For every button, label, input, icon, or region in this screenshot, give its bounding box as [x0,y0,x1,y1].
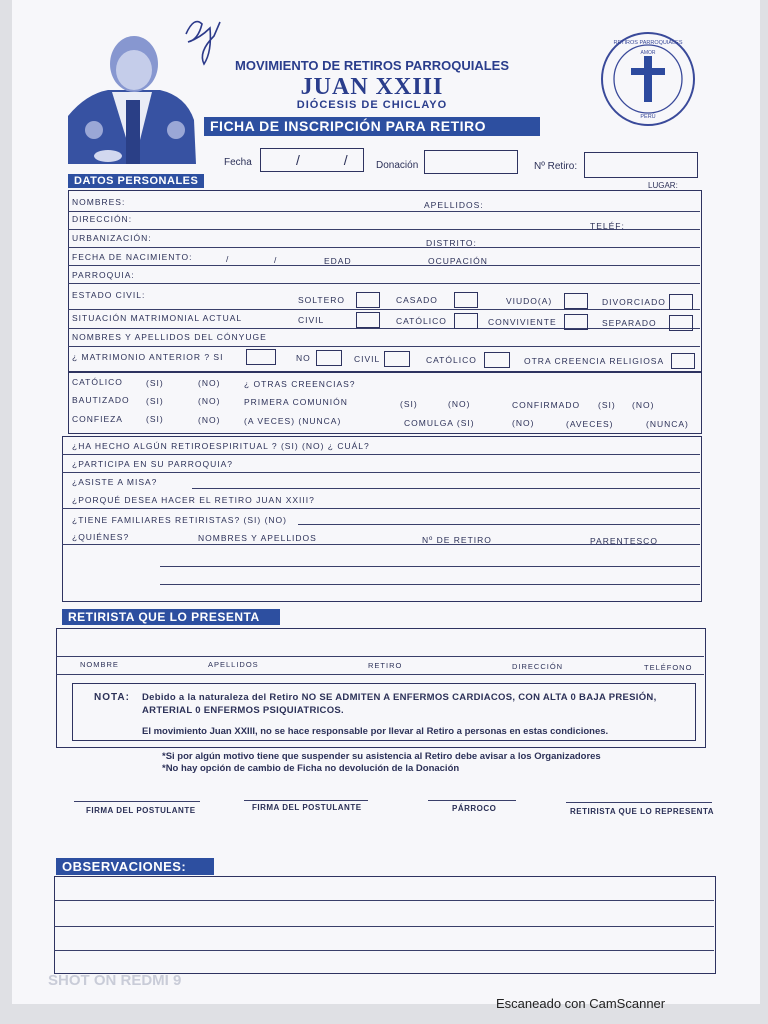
fecha-nac-slash-2: / [274,255,278,265]
conviviente-label: CONVIVIENTE [488,317,557,327]
retiro-field[interactable] [584,152,698,178]
ocupacion-label: OCUPACIÓN [428,256,488,266]
firma-postulante-2: FIRMA DEL POSTULANTE [252,803,362,812]
form-title-banner: FICHA DE INSCRIPCIÓN PARA RETIRO [204,117,540,136]
fecha-nacimiento-label: FECHA DE NACIMIENTO: [72,252,193,262]
parroquia-label: PARROQUIA: [72,270,135,280]
apellidos-label: APELLIDOS: [424,200,484,210]
catolico-si: (SI) [146,378,164,388]
divorciado-checkbox[interactable] [669,294,693,310]
firma-retirista: RETIRISTA QUE LO REPRESENTA [570,807,715,816]
seal-logo [598,30,698,128]
conyuge-label: NOMBRES Y APELLIDOS DEL CÓNYUGE [72,332,267,342]
retirista-retiro: RETIRO [368,661,403,670]
camera-watermark: SHOT ON REDMI 9 [48,972,182,989]
matrimonio-no-label: NO [296,353,311,363]
comunion-si: (SI) [400,399,418,409]
nota-line-1: Debido a la naturaleza del Retiro NO SE ADMITEN A ENFERMOS CARDIACOS, CON ALTA 0 BAJA PRESIÓN, [142,692,657,703]
fecha-nac-slash-1: / [226,254,230,264]
observaciones-box[interactable] [54,876,716,974]
matrimonio-civil-label: CIVIL [354,354,381,364]
pregunta-retiro-espiritual: ¿HA HECHO ALGÚN RETIROESPIRITUAL ? (SI) (NO) ¿ CUÁL? [72,441,370,451]
matrimonio-catolico-label: CATÓLICO [426,355,477,365]
col-nombres-apellidos: NOMBRES Y APELLIDOS [198,533,317,543]
retirista-banner: RETIRISTA QUE LO PRESENTA [62,609,280,625]
fecha-label: Fecha [224,157,252,168]
firma-parroco: PÁRROCO [452,804,497,813]
soltero-checkbox[interactable] [356,292,380,308]
divorciado-label: DIVORCIADO [602,297,666,307]
otras-creencias: ¿ OTRAS CREENCIAS? [244,379,356,389]
casado-label: CASADO [396,295,438,305]
retirista-nombre: NOMBRE [80,660,119,669]
comunion-no: (NO) [448,399,471,409]
comulga-no: (NO) [512,418,535,428]
viudo-checkbox[interactable] [564,293,588,309]
confieza-q: CONFIEZA [72,414,123,424]
confieza-frecuencia: (A VECES) (NUNCA) [244,416,342,426]
cross-icon [631,56,665,102]
catolico-checkbox[interactable] [454,313,478,329]
confirmado-no: (NO) [632,400,655,410]
viudo-label: VIUDO(A) [506,296,553,306]
pregunta-quienes: ¿QUIÉNES? [72,532,130,542]
matrimonio-si-checkbox[interactable] [246,349,276,365]
comulga-aveces: (AVECES) [566,419,614,429]
col-parentesco: PARENTESCO [590,536,658,546]
nota-label: NOTA: [94,692,130,703]
civil-checkbox[interactable] [356,312,380,328]
separado-checkbox[interactable] [669,315,693,331]
bautizado-si: (SI) [146,396,164,406]
retirista-apellidos: APELLIDOS [208,660,259,669]
nota-line-2: ARTERIAL 0 ENFERMOS PSIQUIATRICOS. [142,705,344,716]
pregunta-porque: ¿PORQUÉ DESEA HACER EL RETIRO JUAN XXIII? [72,495,315,505]
telef-label: TELÉF: [590,221,625,231]
direccion-label: DIRECCIÓN: [72,214,133,224]
datos-personales-banner: DATOS PERSONALES [68,174,204,188]
bautizado-no: (NO) [198,396,221,406]
matrimonio-catolico-checkbox[interactable] [484,352,510,368]
form-sheet [12,0,760,1004]
svg-text:RETIROS PARROQUIALES: RETIROS PARROQUIALES [613,40,683,46]
pregunta-misa: ¿ASISTE A MISA? [72,477,158,487]
svg-text:PERÚ: PERÚ [640,114,656,120]
camscanner-label: Escaneado con CamScanner [496,996,666,1011]
comulga-nunca: (NUNCA) [646,419,689,429]
nombres-label: NOMBRES: [72,197,126,207]
edad-label: EDAD [324,256,352,266]
svg-text:AMOR: AMOR [640,50,656,56]
confirmado-si: (SI) [598,400,616,410]
bautizado-q: BAUTIZADO [72,395,130,405]
confieza-no: (NO) [198,415,221,425]
pregunta-participa: ¿PARTICIPA EN SU PARROQUIA? [72,459,233,469]
matrimonio-no-checkbox[interactable] [316,350,342,366]
confirmado: CONFIRMADO [512,400,581,410]
separado-label: SEPARADO [602,318,657,328]
otra-creencia-label: OTRA CREENCIA RELIGIOSA [524,356,665,366]
lugar-label: LUGAR: [648,181,678,190]
donacion-field[interactable] [424,150,518,174]
distrito-label: DISTRITO: [426,238,477,248]
catolico-no: (NO) [198,378,221,388]
comulga-q: COMULGA (SI) [404,418,475,428]
observaciones-banner: OBSERVACIONES: [56,858,214,875]
matrimonio-anterior-label: ¿ MATRIMONIO ANTERIOR ? SI [72,352,224,362]
org-diocese: DIÓCESIS DE CHICLAYO [296,99,448,111]
nota-extra-1: *Si por algún motivo tiene que suspender su asistencia al Retiro debe avisar a los Organizadores [162,751,601,762]
estado-civil-label: ESTADO CIVIL: [72,290,146,300]
primera-comunion: PRIMERA COMUNIÓN [244,397,348,407]
catolico-label: CATÓLICO [396,316,447,326]
confieza-si: (SI) [146,414,164,424]
pregunta-familiares: ¿TIENE FAMILIARES RETIRISTAS? (SI) (NO) [72,515,288,525]
matrimonio-civil-checkbox[interactable] [384,351,410,367]
otra-creencia-checkbox[interactable] [671,353,695,369]
urbanizacion-label: URBANIZACIÓN: [72,233,152,243]
datos-personales-box [68,190,702,372]
casado-checkbox[interactable] [454,292,478,308]
retiro-label: Nº Retiro: [534,161,578,172]
donacion-label: Donación [376,160,419,171]
situacion-matrimonial-label: SITUACIÓN MATRIMONIAL ACTUAL [72,313,243,323]
retirista-direccion: DIRECCIÓN [512,662,564,671]
soltero-label: SOLTERO [298,295,345,305]
civil-label: CIVIL [298,315,325,325]
nota-extra-2: *No hay opción de cambio de Ficha no devolución de la Donación [162,763,460,774]
col-nro-retiro: Nº DE RETIRO [422,535,492,545]
nota-line-3: El movimiento Juan XXIII, no se hace responsable por llevar al Retiro a personas en estas condiciones. [142,726,609,737]
fecha-slashes: / / [296,152,368,168]
catolico-q: CATÓLICO [72,377,123,387]
org-name: MOVIMIENTO DE RETIROS PARROQUIALES [235,58,509,73]
firma-postulante-1: FIRMA DEL POSTULANTE [86,806,196,815]
org-title: JUAN XXIII [300,74,444,100]
retirista-telefono: TELÉFONO [644,663,693,672]
conviviente-checkbox[interactable] [564,314,588,330]
